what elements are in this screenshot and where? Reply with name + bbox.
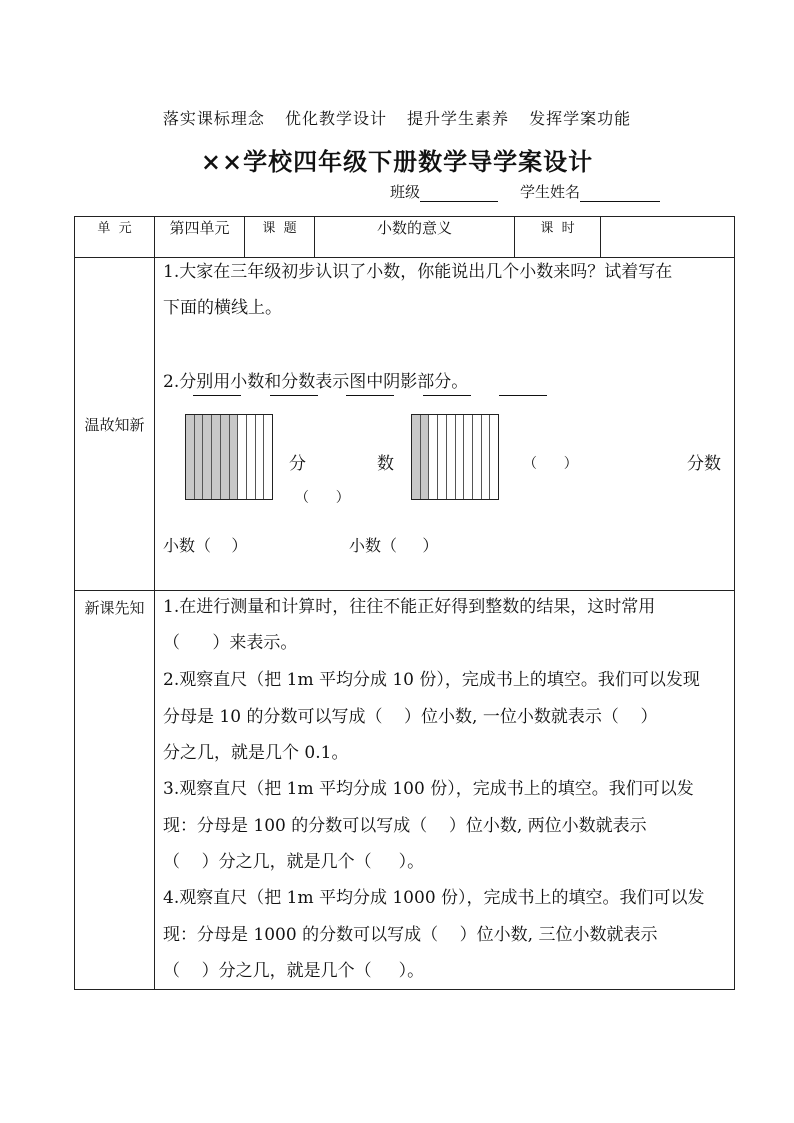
grid-a-strip-shaded xyxy=(212,415,221,499)
preview-line-11: （ ）分之几，就是几个（ ）。 xyxy=(163,961,425,981)
review-content xyxy=(155,258,735,591)
answer-blank-5[interactable] xyxy=(499,395,547,396)
class-label: 班级 xyxy=(390,183,421,201)
lesson-table xyxy=(74,216,735,990)
topic-label: 课 题 xyxy=(245,217,315,258)
preview-label-text: 新课先知 xyxy=(84,599,145,617)
grid-b-strip xyxy=(490,415,498,499)
fraction-label-b: 分数 xyxy=(687,454,721,474)
fraction-label-a-part1: 分 xyxy=(289,454,306,474)
fraction-label-a-part2: 数 xyxy=(377,454,394,474)
grid-b-strip xyxy=(464,415,473,499)
answer-blank-3[interactable] xyxy=(346,395,394,396)
q1-line2: 下面的横线上。 xyxy=(163,298,282,318)
grid-b-strip-shaded xyxy=(421,415,430,499)
preview-content xyxy=(155,591,735,990)
grid-b-strip xyxy=(473,415,482,499)
preview-row xyxy=(75,591,735,990)
grid-a-strip-shaded xyxy=(203,415,212,499)
preview-line-8: （ ）分之几，就是几个（ ）。 xyxy=(163,852,425,872)
answer-blank-2[interactable] xyxy=(270,395,318,396)
preview-line-3: 2.观察直尺（把 1m 平均分成 10 份），完成书上的填空。我们可以发现 xyxy=(163,670,700,690)
shaded-grid-b xyxy=(411,414,499,500)
slogan: 落实课标理念 优化教学设计 提升学生素养 发挥学案功能 xyxy=(162,109,632,128)
answer-blank-4[interactable] xyxy=(423,395,471,396)
unit-label: 单 元 xyxy=(75,217,155,258)
grid-a-strip xyxy=(247,415,256,499)
grid-b-strip xyxy=(456,415,465,499)
grid-b-strip xyxy=(447,415,456,499)
shaded-grid-a xyxy=(185,414,273,500)
review-label: 温故知新 xyxy=(75,258,155,591)
preview-line-2: （ ）来表示。 xyxy=(163,633,298,653)
period-value[interactable] xyxy=(601,217,735,258)
unit-value: 第四单元 xyxy=(155,217,245,258)
q2-text: 2.分别用小数和分数表示图中阴影部分。 xyxy=(163,372,469,392)
preview-line-5: 分之几，就是几个 0.1。 xyxy=(163,743,349,763)
page-title: ××学校四年级下册数学导学案设计 xyxy=(200,147,594,176)
preview-line-7: 现：分母是 100 的分数可以写成（ ）位小数, 两位小数就表示 xyxy=(163,816,647,836)
class-blank[interactable] xyxy=(420,187,498,202)
decimal-label-a: 小数（ ） xyxy=(163,536,248,555)
grid-a-strip xyxy=(264,415,272,499)
grid-a-strip xyxy=(238,415,247,499)
review-row xyxy=(75,258,735,591)
header-row xyxy=(75,217,735,258)
preview-line-9: 4.观察直尺（把 1m 平均分成 1000 份），完成书上的填空。我们可以发 xyxy=(163,888,705,908)
grid-a-strip-shaded xyxy=(186,415,195,499)
student-name-blank[interactable] xyxy=(580,187,660,202)
decimal-label-b: 小数（ ） xyxy=(349,536,439,555)
grid-b-strip xyxy=(429,415,438,499)
topic-value: 小数的意义 xyxy=(315,217,515,258)
student-info xyxy=(390,181,660,202)
grid-b-strip xyxy=(438,415,447,499)
grid-a-strip xyxy=(256,415,265,499)
preview-line-1: 1.在进行测量和计算时，往往不能正好得到整数的结果，这时常用 xyxy=(163,597,656,617)
preview-line-4: 分母是 10 的分数可以写成（ ）位小数, 一位小数就表示（ ） xyxy=(163,707,658,727)
grid-a-strip-shaded xyxy=(230,415,239,499)
period-label: 课 时 xyxy=(515,217,601,258)
grid-a-strip-shaded xyxy=(221,415,230,499)
grid-a-strip-shaded xyxy=(195,415,204,499)
student-name-label: 学生姓名 xyxy=(520,183,581,201)
paren-blank-b[interactable]: （ ） xyxy=(523,456,578,472)
q1-line1: 1.大家在三年级初步认识了小数，你能说出几个小数来吗？试着写在 xyxy=(163,262,673,282)
grid-b-strip xyxy=(482,415,491,499)
grid-b-strip-shaded xyxy=(412,415,421,499)
preview-line-6: 3.观察直尺（把 1m 平均分成 100 份），完成书上的填空。我们可以发 xyxy=(163,779,694,799)
paren-blank-a[interactable]: （ ） xyxy=(295,490,350,506)
answer-blank-1[interactable] xyxy=(193,395,241,396)
preview-line-10: 现：分母是 1000 的分数可以写成（ ）位小数, 三位小数就表示 xyxy=(163,925,658,945)
preview-label xyxy=(75,591,155,990)
